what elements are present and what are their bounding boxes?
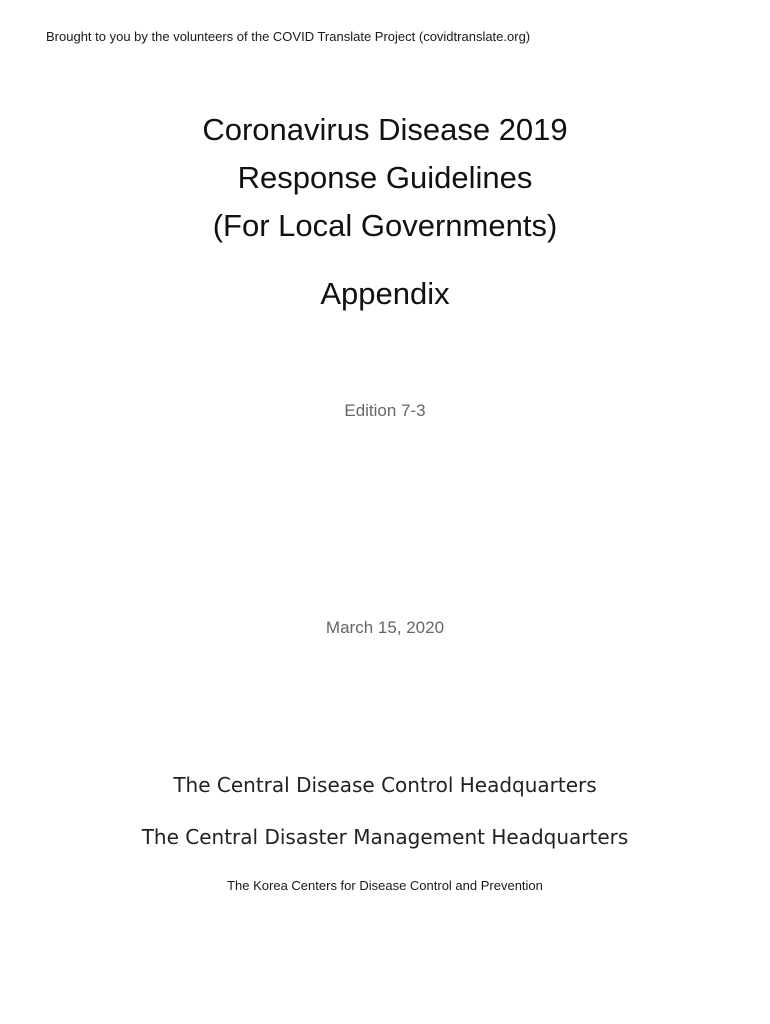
org-disease-control: The Central Disease Control Headquarters	[173, 773, 597, 797]
org-disaster-management: The Central Disaster Management Headquarters	[141, 825, 629, 849]
title-line-3: (For Local Governments)	[212, 208, 558, 243]
title-line-2: Response Guidelines	[237, 160, 533, 195]
org-kcdc: The Korea Centers for Disease Control and Prevention	[227, 878, 543, 893]
edition-label: Edition 7-3	[344, 401, 426, 420]
header-note: Brought to you by the volunteers of the COVID Translate Project (covidtranslate.org)	[46, 29, 531, 44]
publication-date: March 15, 2020	[325, 618, 445, 637]
appendix-heading: Appendix	[320, 276, 450, 311]
title-line-1: Coronavirus Disease 2019	[202, 112, 568, 147]
document-title	[0, 106, 770, 250]
